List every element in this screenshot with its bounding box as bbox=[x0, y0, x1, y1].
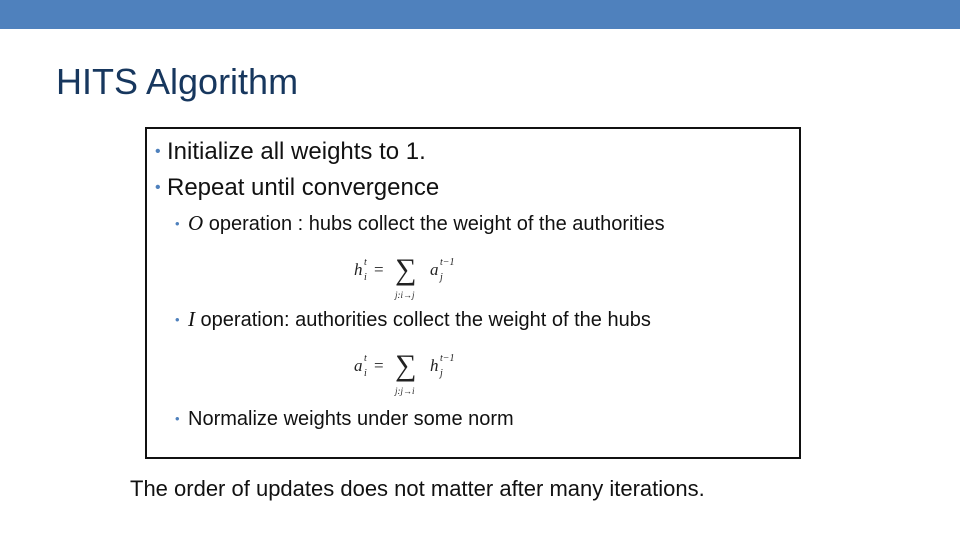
bullet-o-operation bbox=[175, 210, 665, 237]
sum-icon: ∑ bbox=[395, 349, 417, 382]
formula-equals: = bbox=[374, 356, 384, 375]
o-operation-symbol: O bbox=[188, 211, 204, 235]
formula-sum-index: j:j→i bbox=[395, 386, 415, 396]
authority-update-formula bbox=[352, 341, 477, 402]
formula-lhs-base: h bbox=[354, 260, 363, 279]
bullet-initialize bbox=[155, 137, 426, 167]
formula-equals: = bbox=[374, 260, 384, 279]
formula-rhs-base: a bbox=[430, 260, 439, 279]
bullet-dot-icon: • bbox=[175, 312, 180, 327]
bullet-text: Normalize weights under some norm bbox=[188, 408, 514, 430]
formula-rhs-sup: t−1 bbox=[440, 257, 455, 268]
bullet-text: operation : hubs collect the weight of the authorities bbox=[203, 213, 665, 235]
bullet-repeat bbox=[155, 173, 439, 203]
algorithm-box bbox=[145, 127, 801, 459]
bullet-dot-icon: • bbox=[155, 143, 161, 160]
top-accent-bar bbox=[0, 0, 960, 29]
formula-sum-index: j:i→j bbox=[395, 290, 415, 300]
bullet-dot-icon: • bbox=[175, 216, 180, 231]
bullet-dot-icon: • bbox=[155, 179, 161, 196]
formula-lhs-sub: i bbox=[364, 272, 367, 283]
bullet-dot-icon: • bbox=[175, 411, 180, 426]
bullet-text: Initialize all weights to 1. bbox=[167, 138, 426, 165]
formula-lhs-sub: i bbox=[364, 368, 367, 379]
bullet-text: operation: authorities collect the weight of the hubs bbox=[195, 309, 651, 331]
footnote: The order of updates does not matter after many iterations. bbox=[130, 476, 705, 501]
formula-lhs-base: a bbox=[354, 356, 363, 375]
slide-title: HITS Algorithm bbox=[56, 61, 299, 102]
formula-lhs-sup: t bbox=[364, 257, 367, 268]
sum-icon: ∑ bbox=[395, 253, 417, 286]
bullet-text: Repeat until convergence bbox=[167, 174, 440, 201]
bullet-normalize bbox=[175, 406, 514, 432]
bullet-i-operation bbox=[175, 306, 651, 333]
formula-rhs-base: h bbox=[430, 356, 439, 375]
formula-rhs-sub: j bbox=[440, 368, 443, 379]
hub-update-formula bbox=[352, 245, 477, 306]
formula-rhs-sup: t−1 bbox=[440, 353, 455, 364]
formula-lhs-sup: t bbox=[364, 353, 367, 364]
i-operation-symbol: I bbox=[188, 307, 195, 331]
formula-rhs-sub: j bbox=[440, 272, 443, 283]
